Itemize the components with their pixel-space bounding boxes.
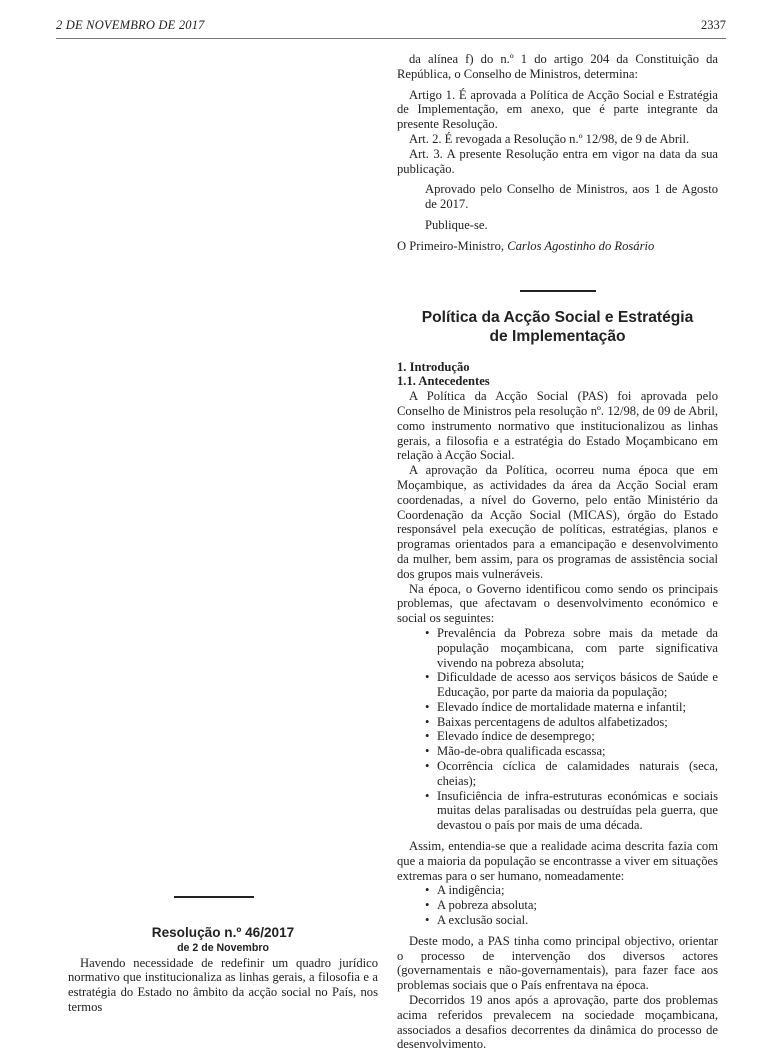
bullet-icon: • <box>425 883 430 898</box>
bullet-icon: • <box>425 759 430 774</box>
body-paragraph: Decorridos 19 anos após a aprovação, parte dos problemas acima referidos prevalecem na sociedade moçambicana, associados a desafios decorrentes da dinâmica do processo de desenvolvimento. <box>397 993 718 1052</box>
document-title-line2: de Implementação <box>489 327 626 345</box>
list-item-text: Ocorrência cíclica de calamidades naturais (seca, cheias); <box>437 759 718 788</box>
document-title-line1: Política da Acção Social e Estratégia <box>421 308 694 326</box>
resolution-paragraph: Havendo necessidade de redefinir um quadro jurídico normativo que institucionaliza as linhas gerais, a filosofia e a estratégia do Estado no âmbito da acção social no País, nos termos <box>68 955 378 1014</box>
conditions-list <box>397 883 718 927</box>
bullet-icon: • <box>425 744 430 759</box>
list-item-text: Elevado índice de mortalidade materna e infantil; <box>437 699 686 714</box>
body-paragraph: Na época, o Governo identificou como sendo os principais problemas, que afectavam o desenvolvimento económico e social os seguintes: <box>397 581 718 626</box>
section-separator <box>520 290 596 292</box>
section-heading: 1. Introdução <box>397 359 470 374</box>
list-item <box>397 626 718 670</box>
article-3: Art. 3. A presente Resolução entra em vigor na data da sua publicação. <box>397 146 718 176</box>
body-paragraph: Assim, entendia-se que a realidade acima descrita fazia com que a maioria da população se encontrasse a viver em situações extremas para o ser humano, nomeadamente: <box>397 839 718 883</box>
list-item <box>397 898 718 913</box>
left-column <box>68 926 378 1015</box>
signature-name: Carlos Agostinho do Rosário <box>507 238 655 253</box>
list-item <box>397 700 718 715</box>
article-1: Artigo 1. É aprovada a Política de Acção Social e Estratégia de Implementação, em anexo, que é parte integrante da presente Resolução. <box>397 87 718 132</box>
list-item-text: Dificuldade de acesso aos serviços básicos de Saúde e Educação, por parte da maioria da população; <box>437 670 718 700</box>
list-item <box>397 759 718 789</box>
list-item-text: A pobreza absoluta; <box>437 898 538 913</box>
header-date: 2 DE NOVEMBRO DE 2017 <box>56 18 205 32</box>
list-item <box>397 789 718 833</box>
bullet-icon: • <box>425 670 430 685</box>
bullet-icon: • <box>425 729 430 744</box>
list-item <box>397 744 718 759</box>
bullet-icon: • <box>425 625 430 640</box>
list-item <box>397 913 718 928</box>
bullet-icon: • <box>425 714 430 729</box>
body-paragraph: A Política da Acção Social (PAS) foi aprovada pelo Conselho de Ministros pela resolução nº. 12/98, de 09 de Abril, como instrumento normativo que institucionalizou as linhas gerais, a filosofia e a estratégia do Estado Moçambicano em relação à Acção Social. <box>397 389 718 463</box>
body-paragraph: A aprovação da Política, ocorreu numa época que em Moçambique, as actividades da área da Acção Social eram coordenadas, a nível do Governo, pelo então Ministério da Coordenação da Acção Social (MICAS), órgão do Estado responsável pela execução de políticas, estratégias, planos e programas orientados para a emancipação e desenvolvimento da mulher, bem assim, para os programas de assistência social dos grupos mais vulneráveis. <box>397 463 718 581</box>
bullet-icon: • <box>425 898 430 913</box>
list-item-text: Prevalência da Pobreza sobre mais da metade da população moçambicana, com parte significativa vivendo na pobreza absoluta; <box>437 625 718 670</box>
header-rule <box>56 38 726 39</box>
bullet-icon: • <box>425 788 430 803</box>
list-item-text: Elevado índice de desemprego; <box>437 729 595 744</box>
intro-paragraph: da alínea f) do n.º 1 do artigo 204 da Constituição da República, o Conselho de Ministros, determina: <box>397 52 718 81</box>
publish-line: Publique-se. <box>425 217 488 232</box>
signature-prefix: O Primeiro-Ministro, <box>397 238 508 253</box>
list-item-text: Insuficiência de infra-estruturas económicas e sociais muitas delas paralisadas ou destruídas pela guerra, que devastou o país por mais de uma década. <box>437 788 718 833</box>
list-item-text: Baixas percentagens de adultos alfabetizados; <box>437 714 668 729</box>
list-item <box>397 729 718 744</box>
bullet-icon: • <box>425 913 430 928</box>
problems-list <box>397 626 718 833</box>
resolution-title: Resolução n.º 46/2017 <box>151 925 295 940</box>
list-item-text: A exclusão social. <box>437 913 529 928</box>
bullet-icon: • <box>425 699 430 714</box>
page-number: 2337 <box>701 18 726 32</box>
right-column <box>397 52 718 1052</box>
approval-line: Aprovado pelo Conselho de Ministros, aos 1 de Agosto de 2017. <box>425 182 718 212</box>
list-item <box>397 883 718 898</box>
list-item-text: Mão-de-obra qualificada escassa; <box>437 744 606 759</box>
body-paragraph: Deste modo, a PAS tinha como principal objectivo, orientar o processo de intervenção dos diversos actores (governamentais e não-governamentais), para fazer face aos problemas sociais que o País enfrentava na época. <box>397 933 718 993</box>
list-item-text: A indigência; <box>437 883 505 898</box>
list-item <box>397 715 718 730</box>
resolution-date: de 2 de Novembro <box>177 941 269 954</box>
document-title <box>397 308 718 346</box>
subsection-heading: 1.1. Antecedentes <box>397 374 490 389</box>
list-item <box>397 670 718 700</box>
signature-line <box>397 239 718 254</box>
page-header <box>56 18 726 36</box>
left-separator <box>174 896 254 898</box>
article-2: Art. 2. É revogada a Resolução n.º 12/98, de 9 de Abril. <box>409 131 690 146</box>
